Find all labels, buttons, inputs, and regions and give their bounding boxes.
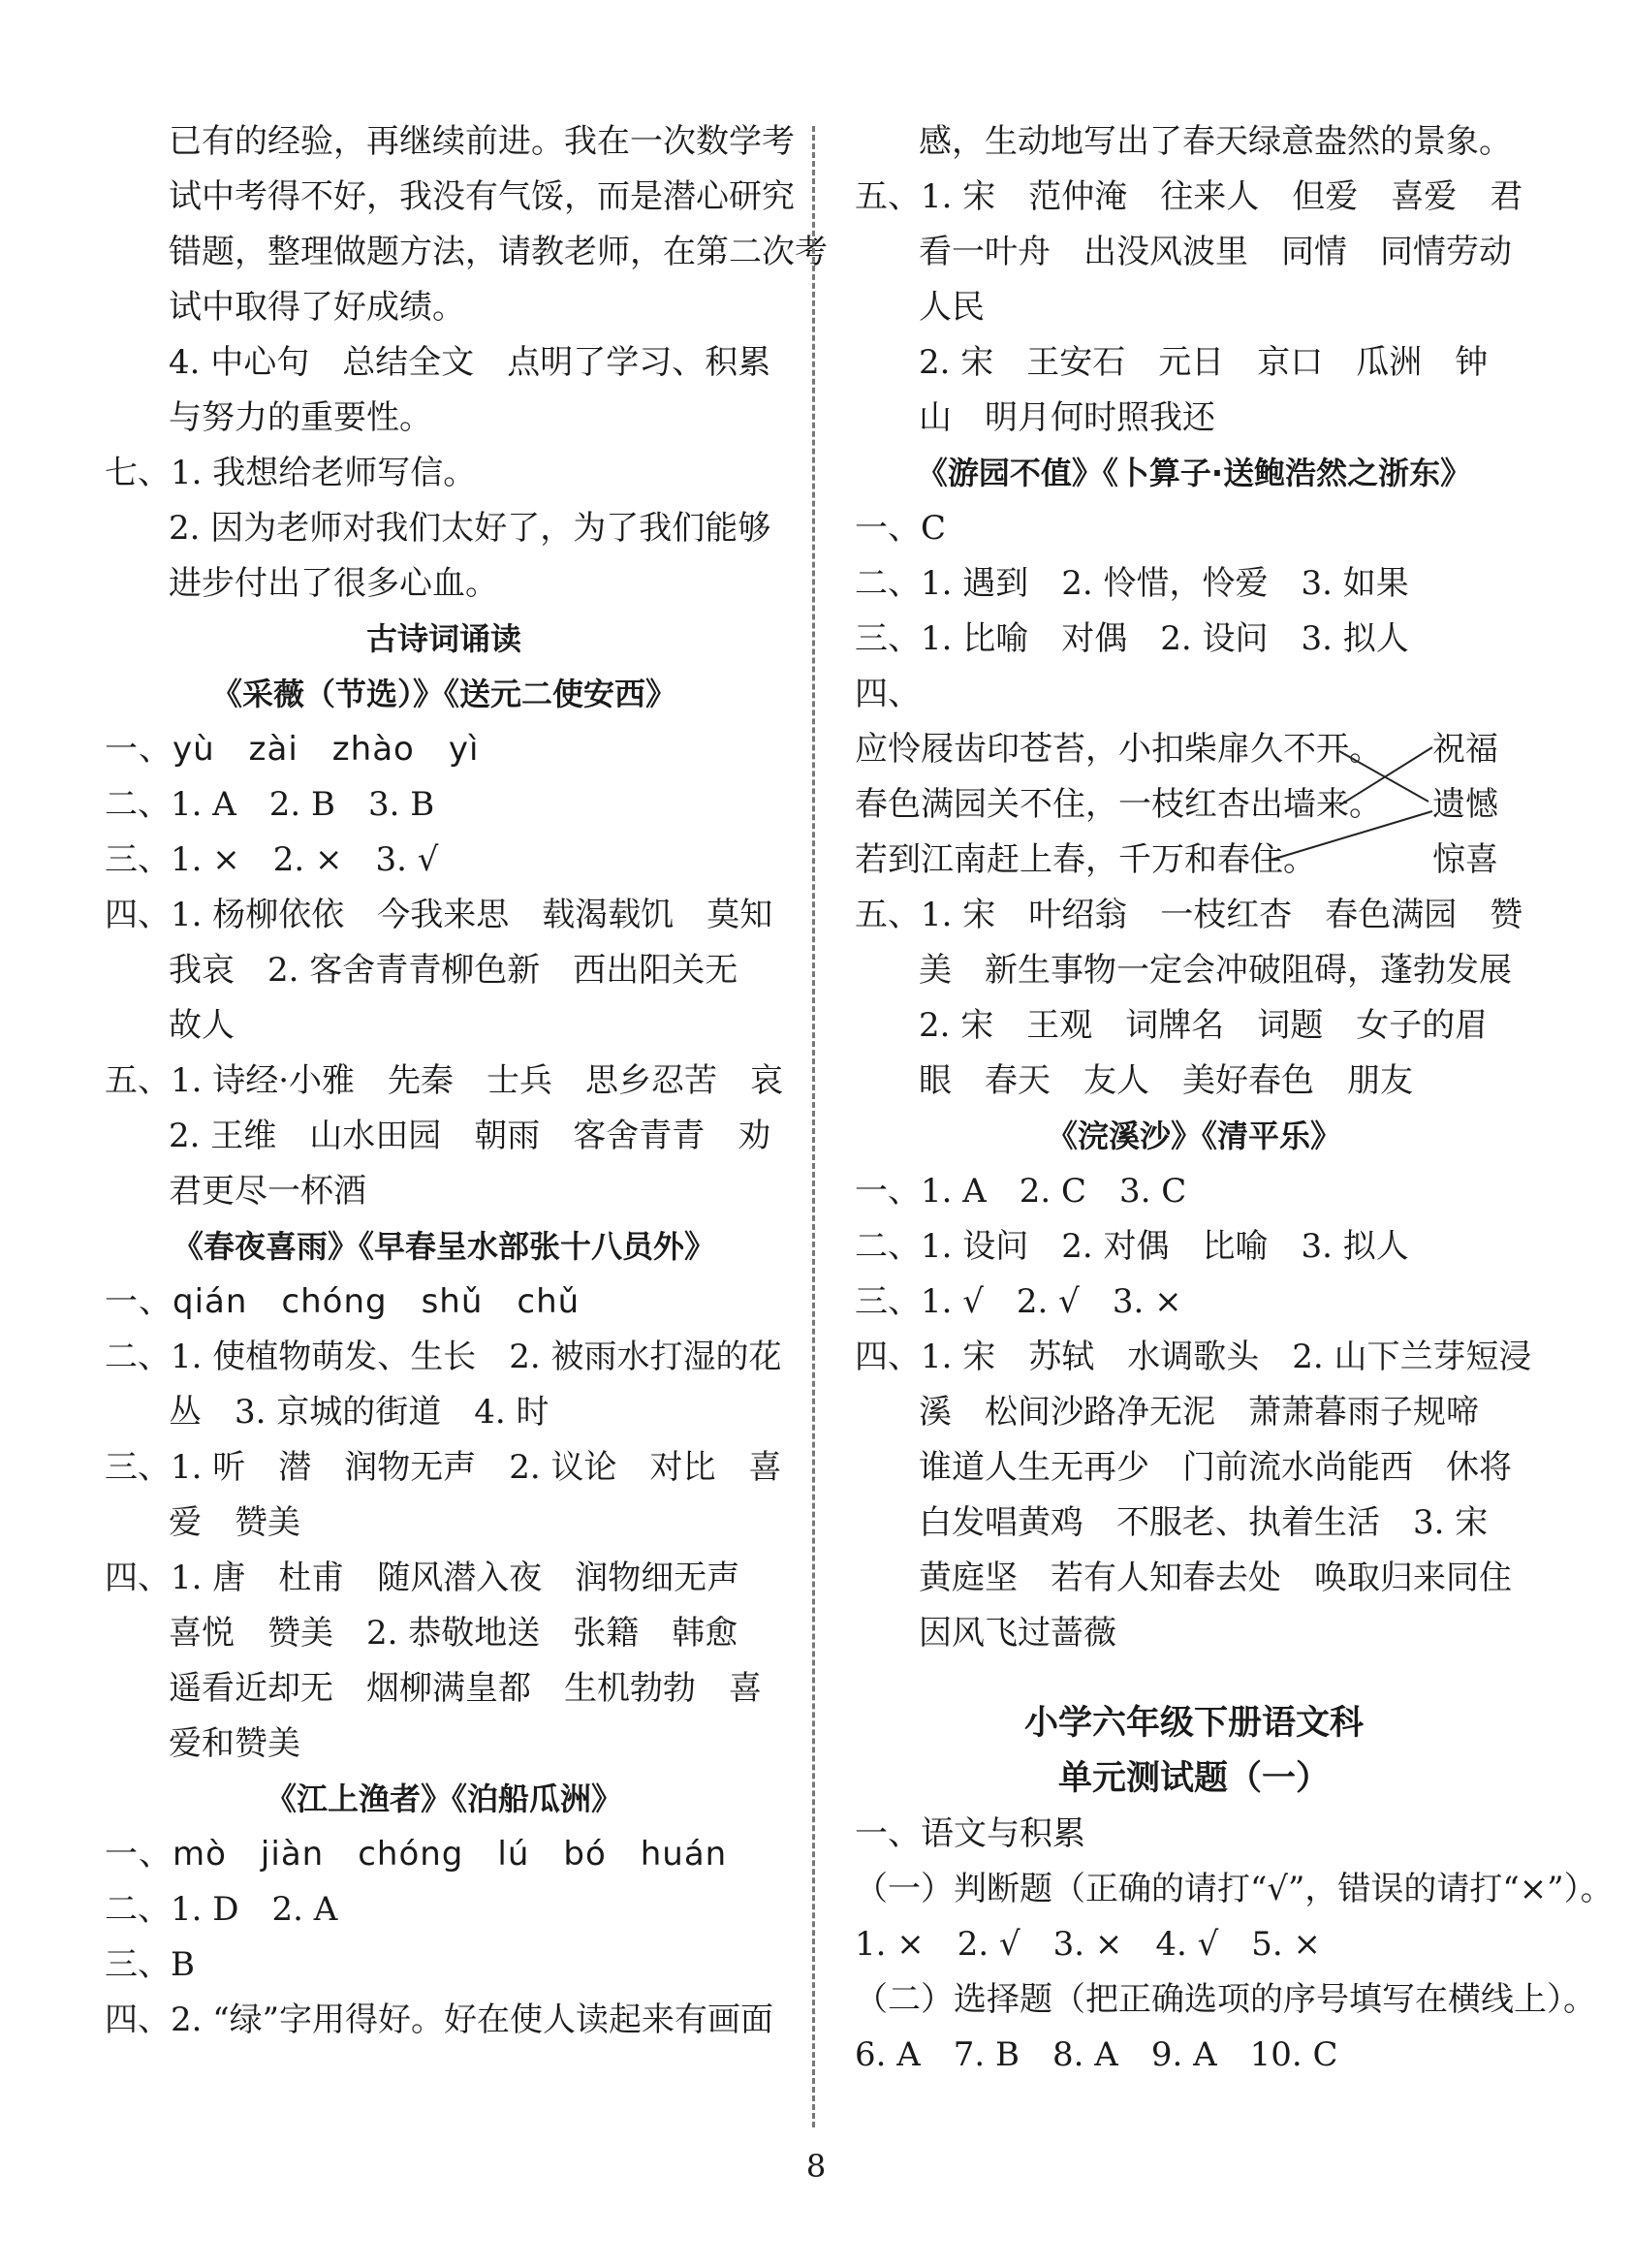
answer-line: 溪 松间沙路净无泥 萧萧暮雨子规啼	[919, 1393, 1479, 1432]
matching-option: 祝福	[1432, 730, 1498, 769]
answer-line: 三、1. 听 潜 润物无声 2. 议论 对比 喜	[105, 1448, 782, 1487]
answer-line: 试中取得了好成绩。	[169, 288, 465, 327]
section-heading: 《采薇（节选）》《送元二使安西》	[210, 676, 676, 712]
right-column	[855, 114, 1614, 2083]
answer-line: 遥看近却无 烟柳满皇都 生机勃勃 喜	[169, 1669, 762, 1708]
section-heading: 《游园不值》《卜算子·送鲍浩然之浙东》	[916, 455, 1472, 491]
answer-line: 一、yù zài zhào yì	[105, 730, 480, 769]
answer-line: 谁道人生无再少 门前流水尚能西 休将	[919, 1448, 1512, 1487]
answer-line: 已有的经验，再继续前进。我在一次数学考	[169, 122, 795, 161]
section-heading: 单元测试题（一）	[1057, 1759, 1330, 1798]
column-divider	[812, 126, 815, 2127]
answer-line: 试中考得不好，我没有气馁，而是潜心研究	[169, 177, 795, 216]
answer-line: 七、1. 我想给老师写信。	[105, 454, 477, 492]
answer-line: 二、1. 使植物萌发、生长 2. 被雨水打湿的花	[105, 1338, 782, 1376]
answer-line: 眼 春天 友人 美好春色 朋友	[919, 1061, 1413, 1100]
section-heading: 《浣溪沙》《清平乐》	[1046, 1118, 1341, 1154]
matching-verse-line: 若到江南赶上春，千万和春住。	[855, 840, 1316, 879]
answer-line: 看一叶舟 出没风波里 同情 同情劳动	[919, 233, 1512, 271]
answer-line: 四、1. 唐 杜甫 随风潜入夜 润物细无声	[105, 1559, 740, 1597]
answer-line: 君更尽一杯酒	[169, 1172, 366, 1211]
answer-line: 与努力的重要性。	[169, 398, 432, 437]
answer-line: 五、1. 诗经·小雅 先秦 士兵 思乡忍苦 哀	[105, 1061, 784, 1100]
answer-line: 2. 因为老师对我们太好了，为了我们能够	[169, 509, 771, 548]
answer-line: 五、1. 宋 范仲淹 往来人 但爱 喜爱 君	[855, 177, 1523, 216]
answer-line: 四、2. “绿”字用得好。好在使人读起来有画面	[105, 2000, 774, 2039]
answer-line: 一、C	[855, 509, 947, 548]
page-number: 8	[805, 2148, 827, 2185]
matching-verse-line: 春色满园关不住，一枝红杏出墙来。	[855, 785, 1382, 824]
left-column	[105, 114, 828, 2048]
answer-line: 丛 3. 京城的街道 4. 时	[169, 1393, 549, 1432]
matching-option: 遗憾	[1432, 785, 1498, 824]
answer-line: 因风飞过蔷薇	[919, 1614, 1116, 1653]
answer-line: 爱 赞美	[169, 1503, 300, 1542]
matching-option: 惊喜	[1432, 840, 1498, 879]
answer-line: 感，生动地写出了春天绿意盎然的景象。	[919, 122, 1512, 161]
section-heading: 《江上渔者》《泊船瓜洲》	[265, 1780, 622, 1817]
answer-line: 进步付出了很多心血。	[169, 564, 498, 603]
answer-line: 二、1. 遇到 2. 怜惜，怜爱 3. 如果	[855, 564, 1409, 603]
answer-line: 三、1. √ 2. √ 3. ×	[855, 1282, 1182, 1321]
answer-line: 山 明月何时照我还	[919, 398, 1215, 437]
answer-line: 三、1. × 2. × 3. √	[105, 840, 439, 879]
match-line-3	[1271, 811, 1432, 860]
answer-line: 美 新生事物一定会冲破阻碍，蓬勃发展	[919, 951, 1512, 990]
answer-line: 6. A 7. B 8. A 9. A 10. C	[855, 2035, 1338, 2074]
answer-line: 三、B	[105, 1945, 195, 1984]
answer-line: 五、1. 宋 叶绍翁 一枝红杏 春色满园 赞	[855, 896, 1523, 934]
answer-line: 二、1. A 2. B 3. B	[105, 785, 435, 824]
answer-line: 2. 王维 山水田园 朝雨 客舍青青 劝	[169, 1117, 771, 1155]
answer-line: 1. × 2. √ 3. × 4. √ 5. ×	[855, 1925, 1322, 1964]
answer-line: 二、1. 设问 2. 对偶 比喻 3. 拟人	[855, 1227, 1409, 1266]
answer-line: （一）判断题（正确的请打“√”，错误的请打“×”）。	[855, 1870, 1614, 1908]
answer-line: 错题，整理做题方法，请教老师，在第二次考	[169, 233, 828, 271]
matching-exercise	[855, 722, 1533, 888]
answer-line: 一、qián chóng shǔ chǔ	[105, 1282, 581, 1321]
answer-line: 四、1. 杨柳依依 今我来思 载渴载饥 莫知	[105, 896, 773, 934]
answer-line: 爱和赞美	[169, 1724, 300, 1763]
answer-line: 2. 宋 王观 词牌名 词题 女子的眉	[919, 1006, 1489, 1045]
answer-line: 一、1. A 2. C 3. C	[855, 1172, 1187, 1211]
section-heading: 古诗词诵读	[365, 620, 521, 657]
answer-line: 4. 中心句 总结全文 点明了学习、积累	[169, 343, 771, 382]
answer-line: 故人	[169, 1006, 235, 1045]
answer-line: 四、	[855, 675, 921, 713]
answer-line: 三、1. 比喻 对偶 2. 设问 3. 拟人	[855, 619, 1409, 658]
answer-line: 一、mò jiàn chóng lú bó huán	[105, 1835, 728, 1874]
section-heading: 小学六年级下册语文科	[1023, 1704, 1364, 1743]
answer-line: 四、1. 宋 苏轼 水调歌头 2. 山下兰芽短浸	[855, 1338, 1532, 1376]
answer-line: （二）选择题（把正确选项的序号填写在横线上）。	[855, 1980, 1596, 2019]
matching-lines	[855, 722, 1533, 888]
answer-line: 喜悦 赞美 2. 恭敬地送 张籍 韩愈	[169, 1614, 738, 1653]
answer-line: 二、1. D 2. A	[105, 1890, 338, 1929]
answer-line: 人民	[919, 288, 985, 327]
answer-line: 2. 宋 王安石 元日 京口 瓜洲 钟	[919, 343, 1489, 382]
matching-verse-line: 应怜屐齿印苍苔，小扣柴扉久不开。	[855, 730, 1382, 769]
answer-line: 一、语文与积累	[855, 1814, 1085, 1853]
section-heading: 《春夜喜雨》《早春呈水部张十八员外》	[172, 1228, 715, 1265]
answer-line: 黄庭坚 若有人知春去处 唤取归来同住	[919, 1559, 1512, 1597]
answer-line: 白发唱黄鸡 不服老、执着生活 3. 宋	[919, 1503, 1489, 1542]
answer-line: 我哀 2. 客舍青青柳色新 西出阳关无	[169, 951, 738, 990]
